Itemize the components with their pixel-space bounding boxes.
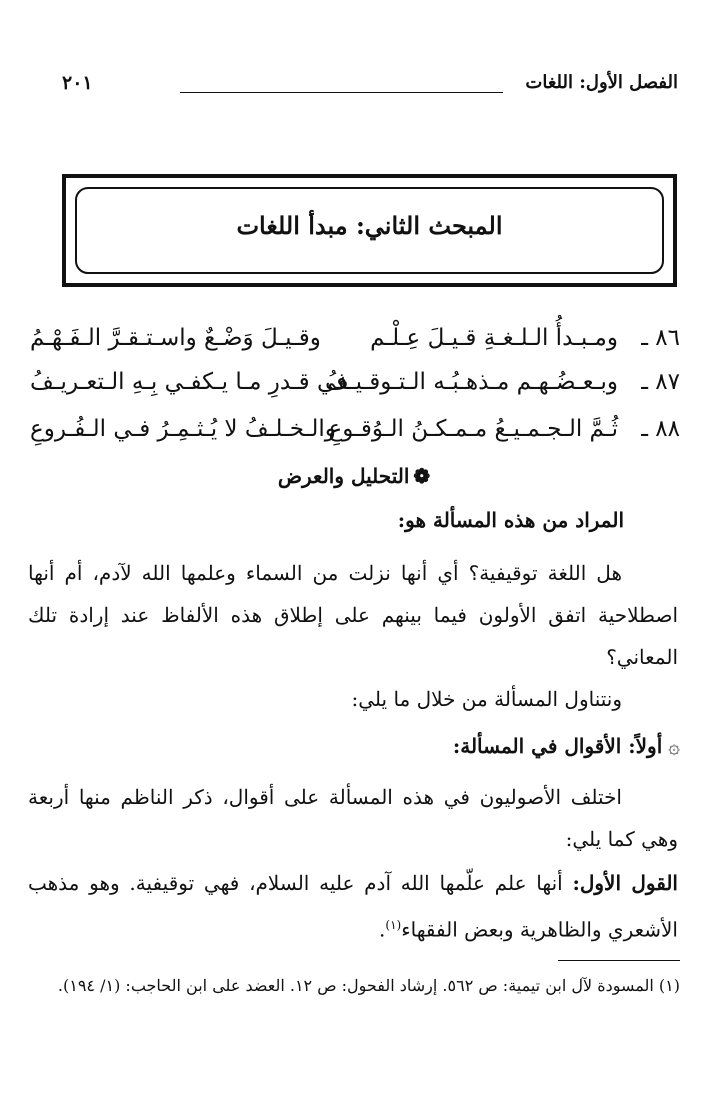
verse-first-hemistich: ومـبـدأُ الـلـغـةِ قـيـلَ عِـلْـم <box>370 325 618 351</box>
verse-number: ٨٧ ـ <box>641 369 680 395</box>
running-header <box>62 72 678 102</box>
paragraph-disagreement: اختلف الأصوليون في هذه المسألة على أقوال، ذكر الناظم منها أربعة وهي كما يلي: <box>28 785 678 851</box>
verse-number: ٨٨ ـ <box>641 416 680 442</box>
verse-second-hemistich: وقـيـلَ وَضْـعٌ واسـتـقـرَّ الـفَـهْـمُ <box>30 325 321 351</box>
title-frame <box>62 174 677 287</box>
footnote-text: (١) المسودة لآل ابن تيمية: ص ٥٦٢. إرشاد الفحول: ص ١٢. العضد على ابن الحاجب: (١/ ١٩٤). <box>57 976 680 995</box>
verse-second-hemistich: والـخـلـفُ لا يُـثـمِـرُ فـي الـفُـروعِ <box>30 416 336 442</box>
page-number: ٢٠١ <box>62 72 93 94</box>
verse-first-hemistich: وبـعـضُـهـم مـذهـبُـه الـتـوقـيـفُ <box>325 369 618 395</box>
verse-first-hemistich: ثُـمَّ الـجـمـيـعُ مـمـكـنُ الـوُقـوعِ <box>328 416 618 442</box>
paragraph-outline: ونتناول المسألة من خلال ما يلي: <box>351 687 622 711</box>
section-title: المبحث الثاني: مبدأ اللغات <box>236 211 503 240</box>
flower-marker-icon: ۞ <box>668 734 680 758</box>
header-rule <box>180 92 503 93</box>
intro-label: المراد من هذه المسألة هو: <box>397 508 624 532</box>
verse-line <box>30 325 680 365</box>
verse-line <box>30 369 680 409</box>
verse-second-hemistich: في قـدرِ مـا يـكفـي بِـهِ الـتعـريـفُ <box>30 369 348 395</box>
footnote-reference[interactable]: (١) <box>385 918 402 932</box>
verse-line <box>30 416 680 456</box>
ornament-icon: ❁ <box>413 464 431 488</box>
paragraph-question: هل اللغة توقيفية؟ أي أنها نزلت من السماء وعلمها الله لآدم، أم أنها اصطلاحية اتفق الأولون فيما بينهم على إطلاق هذه الألفاظ عند إرادة تلك المعاني؟ <box>28 561 678 669</box>
first-opinion-paragraph: القول الأول: أنها علم علّمها الله آدم عليه السلام، فهي توقيفية. وهو مذهب الأشعري والظاهرية وبعض الفقهاء$^{(١)}$. <box>28 871 678 942</box>
first-opinion-text: أنها علم علّمها الله آدم عليه السلام، فهي توقيفية. وهو مذهب الأشعري والظاهرية وبعض الفقهاء <box>28 871 678 942</box>
opinions-subheading <box>453 734 680 758</box>
chapter-title: الفصل الأول: اللغات <box>525 72 678 93</box>
opinions-subheading-text: أولاً: الأقوال في المسألة: <box>452 734 663 758</box>
verse-number: ٨٦ ـ <box>641 325 680 351</box>
analysis-heading <box>0 464 708 488</box>
first-opinion-label: القول الأول: <box>572 871 678 895</box>
analysis-heading-text: التحليل والعرض <box>277 464 410 488</box>
footnote-rule <box>558 960 680 961</box>
